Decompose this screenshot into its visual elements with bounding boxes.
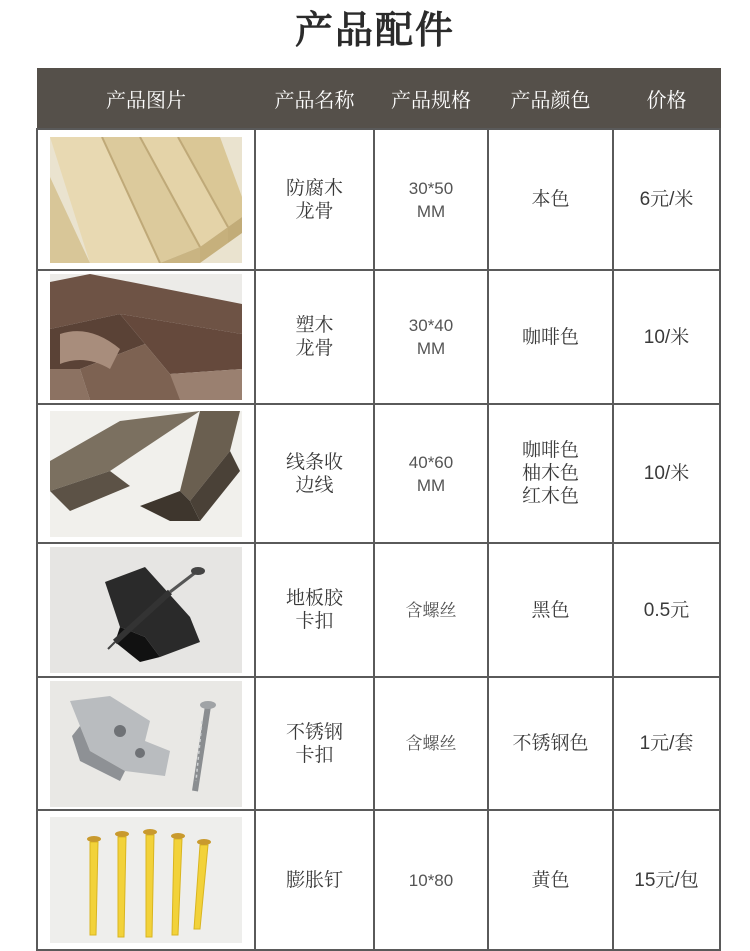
product-name: 地板胶 卡扣 <box>255 543 374 677</box>
product-spec: 30*40 MM <box>374 270 488 404</box>
table-header-row <box>37 68 720 129</box>
product-name: 塑木 龙骨 <box>255 270 374 404</box>
wpc-joist-photo <box>50 274 242 400</box>
plastic-clip-photo <box>50 547 242 673</box>
product-price: 15元/包 <box>613 810 720 950</box>
table-row <box>37 677 720 810</box>
product-spec: 含螺丝 <box>374 543 488 677</box>
edge-trim-photo <box>50 411 242 537</box>
table-row <box>37 129 720 270</box>
product-image-cell <box>37 810 255 950</box>
product-spec: 10*80 <box>374 810 488 950</box>
product-color: 咖啡色 <box>488 270 613 404</box>
table-row <box>37 270 720 404</box>
product-price: 10/米 <box>613 404 720 543</box>
table-row <box>37 543 720 677</box>
product-color: 黄色 <box>488 810 613 950</box>
product-color: 不锈钢色 <box>488 677 613 810</box>
table-row <box>37 404 720 543</box>
product-image-cell <box>37 129 255 270</box>
product-image-cell <box>37 404 255 543</box>
product-image-cell <box>37 677 255 810</box>
product-color: 本色 <box>488 129 613 270</box>
header-image: 产品图片 <box>37 68 255 129</box>
page-title: 产品配件 <box>294 10 455 52</box>
product-price: 10/米 <box>613 270 720 404</box>
table-row <box>37 810 720 950</box>
product-spec: 含螺丝 <box>374 677 488 810</box>
product-color: 黑色 <box>488 543 613 677</box>
product-image-cell <box>37 543 255 677</box>
header-price: 价格 <box>613 68 720 129</box>
expansion-nail-photo <box>50 817 242 943</box>
product-name: 膨胀钉 <box>255 810 374 950</box>
steel-clip-photo <box>50 681 242 807</box>
product-price: 0.5元 <box>613 543 720 677</box>
product-image-cell <box>37 270 255 404</box>
wood-joist-photo <box>50 137 242 263</box>
product-color: 咖啡色 柚木色 红木色 <box>488 404 613 543</box>
product-spec: 30*50 MM <box>374 129 488 270</box>
accessories-table <box>36 68 721 951</box>
header-spec: 产品规格 <box>374 68 488 129</box>
header-name: 产品名称 <box>255 68 374 129</box>
product-name: 线条收 边线 <box>255 404 374 543</box>
product-spec: 40*60 MM <box>374 404 488 543</box>
product-name: 不锈钢 卡扣 <box>255 677 374 810</box>
product-price: 1元/套 <box>613 677 720 810</box>
product-name: 防腐木 龙骨 <box>255 129 374 270</box>
header-color: 产品颜色 <box>488 68 613 129</box>
product-price: 6元/米 <box>613 129 720 270</box>
